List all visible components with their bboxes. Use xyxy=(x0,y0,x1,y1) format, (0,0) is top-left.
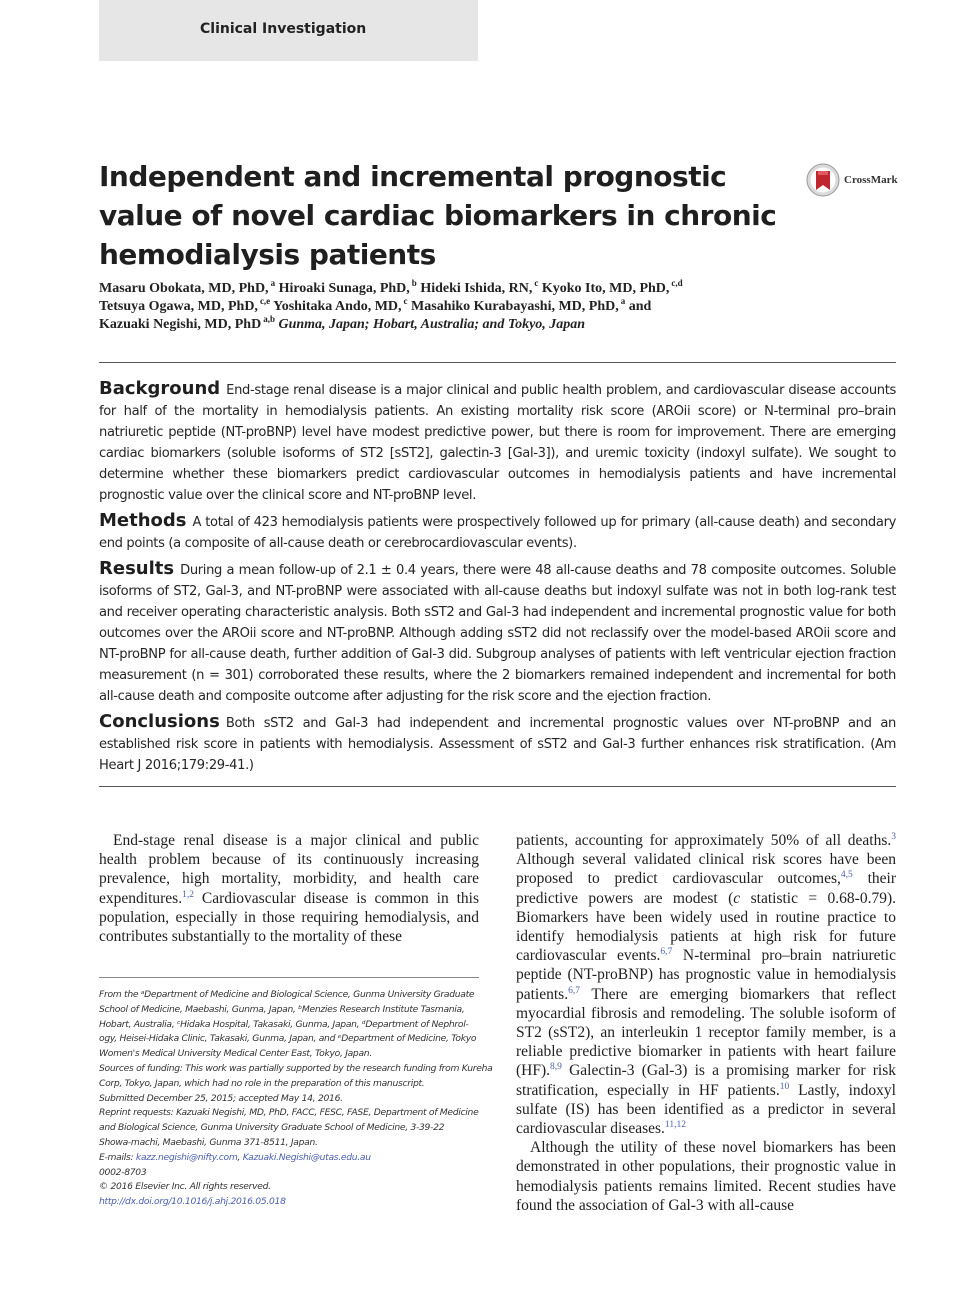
author-name: Hideki Ishida, RN, xyxy=(420,281,533,296)
author-affiliation: b xyxy=(411,278,417,288)
results-heading: Results xyxy=(99,558,175,579)
funding-line: Corp, Tokyo, Japan, which had no role in the preparation of this manuscript. xyxy=(99,1077,425,1089)
author-affiliation: a,b xyxy=(263,314,275,324)
citation-link[interactable]: 10 xyxy=(779,1081,790,1092)
affiliation-line: From the ᵃDepartment of Medicine and Biological Science, Gunma University Graduate xyxy=(99,989,475,1000)
background-heading: Background xyxy=(99,378,221,399)
email-link[interactable]: Kazuaki.Negishi@utas.edu.au xyxy=(242,1151,371,1163)
title-line-1: Independent and incremental prognostic xyxy=(99,160,727,193)
abstract-bottom-rule xyxy=(99,786,896,787)
author-affiliation: c,d xyxy=(671,278,683,288)
results-text: During a mean follow-up of 2.1 ± 0.4 years, there were 48 all-cause deaths and 78 composite outcomes. Soluble isoforms of ST2, Gal-3, and NT-proBNP were associated with all-cause deaths but indoxyl sulfate was not in both log-rank test and receiver operating characteristic analysis. Both sST2 and Gal-3 had independent and incremental prognostic value for both outcomes over the AROii score and NT-proBNP. Although adding sST2 did not reclassify over the model-based AROii score and NT-proBNP for all-cause death, further addition of Gal-3 did. Subgroup analyses of patients with left ventricular ejection fraction measurement (n = 301) corroborated these results, where the 2 biomarkers remained independent and incremental for both all-cause death and composite outcome after adjusting for the risk score and the ejection fraction. xyxy=(99,563,896,704)
footnote-rule xyxy=(99,977,479,978)
author-name: Hiroaki Sunaga, PhD, xyxy=(278,281,410,296)
issn: 0002-8703 xyxy=(99,1166,147,1178)
article-title xyxy=(99,157,779,274)
author-name: Masaru Obokata, MD, PhD, xyxy=(99,281,269,296)
author-affiliation: c,e xyxy=(259,296,271,306)
submission-dates: Submitted December 25, 2015; accepted May 14, 2016. xyxy=(99,1092,343,1104)
conclusions-heading: Conclusions xyxy=(99,711,220,732)
author-affiliation: a xyxy=(270,278,276,288)
citation-link[interactable]: 6,7 xyxy=(660,947,673,958)
methods-text: A total of 423 hemodialysis patients were prospectively followed up for primary (all-cause death) and secondary end points (a composite of all-cause death or cerebrocardiovascular events). xyxy=(99,515,896,551)
affiliation-line: Hobart, Australia, ᶜHidaka Hospital, Takasaki, Gunma, Japan, ᵈDepartment of Nephrol- xyxy=(99,1018,469,1030)
citation-link[interactable]: 3 xyxy=(891,832,896,842)
crossmark-label: CrossMark xyxy=(844,174,898,186)
author-conjunction: and xyxy=(628,299,652,314)
crossmark-icon xyxy=(806,163,840,197)
author-affiliation: a xyxy=(620,296,626,306)
body-paragraph: patients, accounting for approximately 50% of all deaths.$^3$ Although several validated clinical risk scores have been proposed to predict cardiovascular outcomes,$^{4,5}$ their predictive powers are modest (c statistic = 0.68-0.79). Biomarkers have been widely used in routine practice to identify hemodialysis patients at high risk for future cardiovascular events.$^{6,7}$ N-terminal pro–brain natriuretic peptide (NT-proBNP) has prognostic value in hemodialysis patients.$^{6,7}$ There are emerging biomarkers that reflect myocardial fibrosis and remodeling. The soluble isoform of ST2 (sST2), an interleukin 1 receptor family member, is a reliable predictive biomarker in patients with heart failure (HF).$^{8,9}$ Galectin-3 (Gal-3) is a promising marker for risk stratification, especially in HF patients.$^{10}$ Lastly, indoxyl sulfate (IS) has been identified as a predictor in several cardiovascular diseases.$^{11,12}$ xyxy=(516,832,897,1138)
crossmark-badge[interactable] xyxy=(806,163,902,199)
background-text: End-stage renal disease is a major clinical and public health problem, and cardiovascular disease accounts for half of the mortality in hemodialysis patients. An existing mortality risk score (AROii score) or N-terminal pro–brain natriuretic peptide (NT-proBNP) level have modest predictive power, but there is room for improvement. There are emerging cardiac biomarkers (soluble isoforms of ST2 [sST2], galectin-3 [Gal-3]), and uremic toxicity (indoxyl sulfate). We sought to determine whether these biomarkers predict cardiovascular outcomes in hemodialysis patients and have incremental prognostic value over the clinical score and NT-proBNP level. xyxy=(99,383,896,503)
citation-link[interactable]: 4,5 xyxy=(840,870,853,881)
methods-heading: Methods xyxy=(99,510,187,531)
section-tab xyxy=(99,0,478,61)
author-affiliation: c xyxy=(403,296,408,306)
title-line-2: value of novel cardiac biomarkers in chronic xyxy=(99,199,777,232)
abstract-results xyxy=(99,558,896,707)
author-name: Kazuaki Negishi, MD, PhD xyxy=(99,317,262,332)
copyright: © 2016 Elsevier Inc. All rights reserved. xyxy=(99,1181,271,1193)
abstract-conclusions xyxy=(99,711,896,776)
affiliation-line: Women's Medical University Medical Center East, Tokyo, Japan. xyxy=(99,1048,372,1060)
author-name: Kyoko Ito, MD, PhD, xyxy=(541,281,670,296)
author-affiliation: c xyxy=(534,278,539,288)
affiliation-line: ogy, Heisei-Hidaka Clinic, Takasaki, Gunma, Japan, and ᵉDepartment of Medicine, Tokyo xyxy=(99,1033,477,1045)
funding-line: Sources of funding: This work was partially supported by the research funding from Kureha xyxy=(99,1062,493,1074)
body-paragraph: Although the utility of these novel biomarkers has been demonstrated in other populations, their prognostic value in hemodialysis patients remains limited. Recent studies have found the association of Gal-3 with all-cause xyxy=(516,1139,896,1214)
affiliation-line: School of Medicine, Maebashi, Gunma, Japan, ᵇMenzies Research Institute Tasmania, xyxy=(99,1003,465,1015)
email-link[interactable]: kazz.negishi@nifty.com xyxy=(135,1151,238,1163)
email-line: E-mails: kazz.negishi@nifty.com, Kazuaki.Negishi@utas.edu.au xyxy=(99,1151,371,1163)
doi-link[interactable]: http://dx.doi.org/10.1016/j.ahj.2016.05.018 xyxy=(99,1196,286,1208)
author-name: Yoshitaka Ando, MD, xyxy=(273,299,402,314)
author-list xyxy=(99,280,899,334)
abstract-background xyxy=(99,378,896,506)
body-paragraph: End-stage renal disease is a major clinical and public health problem because of its continuously increasing prevalence, high mortality, morbidity, and health care expenditures.$^{1,2}$ Cardiovascular disease is common in this population, especially in those requiring hemodialysis, and contributes substantially to the mortality of these xyxy=(99,832,479,946)
author-name: Tetsuya Ogawa, MD, PhD, xyxy=(99,299,258,314)
abstract-top-rule xyxy=(99,362,896,363)
reprint-line: Showa-machi, Maebashi, Gunma 371-8511, Japan. xyxy=(99,1136,318,1148)
reprint-line: and Biological Science, Gunma University Graduate School of Medicine, 3-39-22 xyxy=(99,1122,445,1134)
abstract xyxy=(99,378,896,780)
citation-link[interactable]: 6,7 xyxy=(568,985,580,996)
author-locations: Gunma, Japan; Hobart, Australia; and Tokyo, Japan xyxy=(278,317,586,332)
abstract-methods xyxy=(99,510,896,554)
citation-link[interactable]: 8,9 xyxy=(550,1062,562,1073)
conclusions-text: Both sST2 and Gal-3 had independent and incremental prognostic values over NT-proBNP and an established risk score in patients with hemodialysis. Assessment of sST2 and Gal-3 further enhances risk stratification. (Am Heart J 2016;179:29-41.) xyxy=(99,716,896,773)
footnotes xyxy=(99,988,493,1210)
title-line-3: hemodialysis patients xyxy=(99,238,436,271)
author-name: Masahiko Kurabayashi, MD, PhD, xyxy=(411,299,619,314)
body-column-left xyxy=(99,831,479,946)
body-column-right xyxy=(516,831,896,1215)
citation-link[interactable]: 11,12 xyxy=(664,1120,686,1131)
citation-link[interactable]: 1,2 xyxy=(182,889,194,900)
reprint-line: Reprint requests: Kazuaki Negishi, MD, PhD, FACC, FESC, FASE, Department of Medicine xyxy=(99,1107,479,1119)
section-label: Clinical Investigation xyxy=(200,21,367,37)
